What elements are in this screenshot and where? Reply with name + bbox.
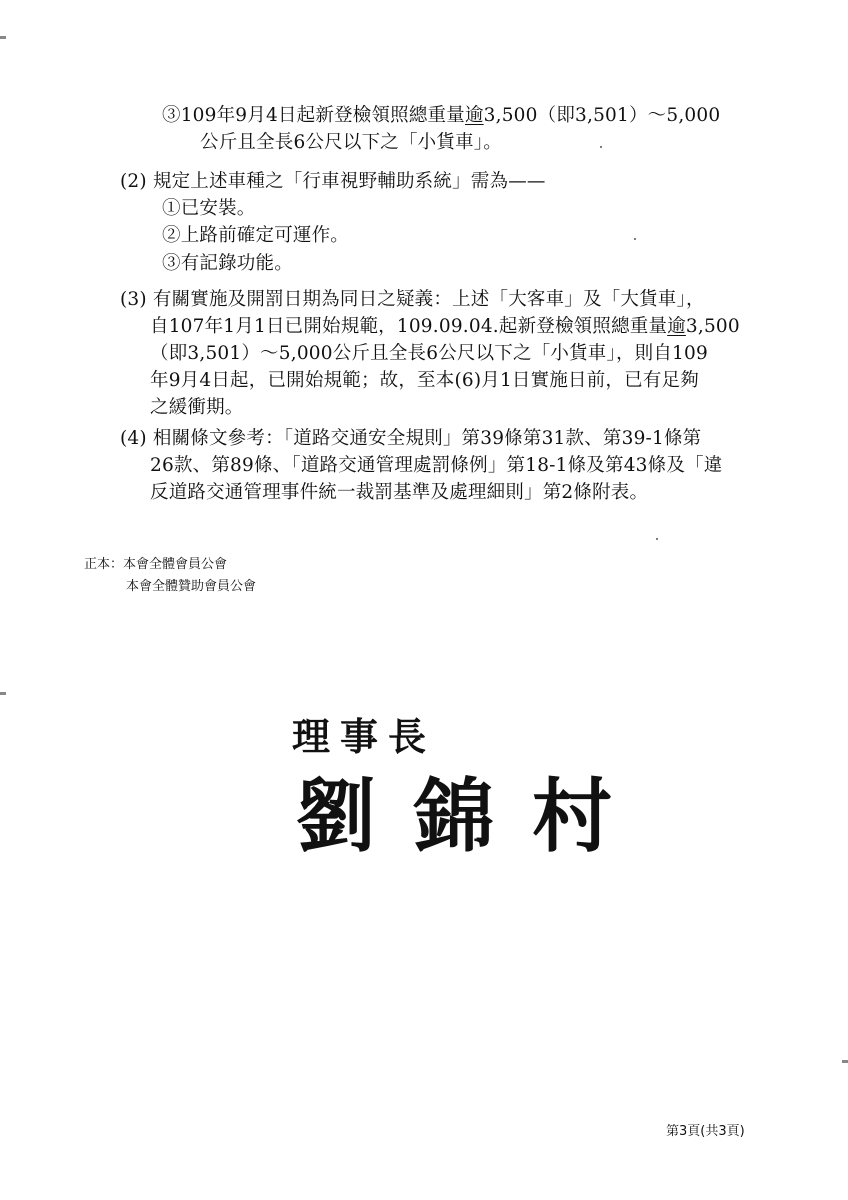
para3-line1: (3) 有關實施及開罰日期為同日之疑義：上述「大客車」及「大貨車」， xyxy=(120,289,705,310)
para2-heading: (2) 規定上述車種之「行車視野輔助系統」需為—— xyxy=(120,171,546,192)
para3-line2-underlined: 逾 xyxy=(667,316,686,337)
scan-edge-mark xyxy=(842,1060,848,1063)
para2-subitem-3: ③有記錄功能。 xyxy=(162,253,293,274)
para3-line2-text-b: 3,500 xyxy=(685,316,740,337)
scan-speck xyxy=(656,538,658,540)
cc-recipients-line1: 正本：本會全體會員公會 xyxy=(84,557,228,572)
scan-speck xyxy=(634,238,636,240)
para3-line3: （即3,501）～5,000公斤且全長6公尺以下之「小貨車」，則自109 xyxy=(150,343,708,364)
scan-speck xyxy=(600,146,602,148)
item3-line1-text-a: ③109年9月4日起新登檢領照總重量 xyxy=(162,105,465,126)
para3-line5: 之緩衝期。 xyxy=(150,397,244,418)
scan-edge-mark xyxy=(0,36,6,39)
item3-line1-underlined: 逾 xyxy=(464,105,484,126)
item3-line1 xyxy=(162,104,720,128)
scan-edge-mark xyxy=(0,692,6,695)
para3-line4: 年9月4日起，已開始規範；故，至本(6)月1日實施日前，已有足夠 xyxy=(150,370,699,391)
signature-name: 劉錦村 xyxy=(296,769,650,863)
para2-subitem-2: ②上路前確定可運作。 xyxy=(162,225,350,246)
signature-title: 理事長 xyxy=(292,714,437,759)
para4-line3: 反道路交通管理事件統一裁罰基準及處理細則」第2條附表。 xyxy=(150,482,649,503)
para4-line1: (4) 相關條文參考：「道路交通安全規則」第39條第31款、第39-1條第 xyxy=(120,428,702,449)
cc-recipients-line2: 本會全體贊助會員公會 xyxy=(126,579,257,594)
item3-line1-text-b: 3,500（即3,501）～5,000 xyxy=(483,105,721,126)
item3-line2: 公斤且全長6公尺以下之「小貨車」。 xyxy=(200,132,502,153)
page-number: 第3頁(共3頁) xyxy=(666,1124,745,1139)
para2-subitem-1: ①已安裝。 xyxy=(162,198,256,219)
para4-line2: 26款、第89條、「道路交通管理處罰條例」第18-1條及第43條及「違 xyxy=(150,455,723,476)
para3-line2-text-a: 自107年1月1日已開始規範，109.09.04.起新登檢領照總重量 xyxy=(150,316,668,337)
para3-line2 xyxy=(150,315,740,339)
